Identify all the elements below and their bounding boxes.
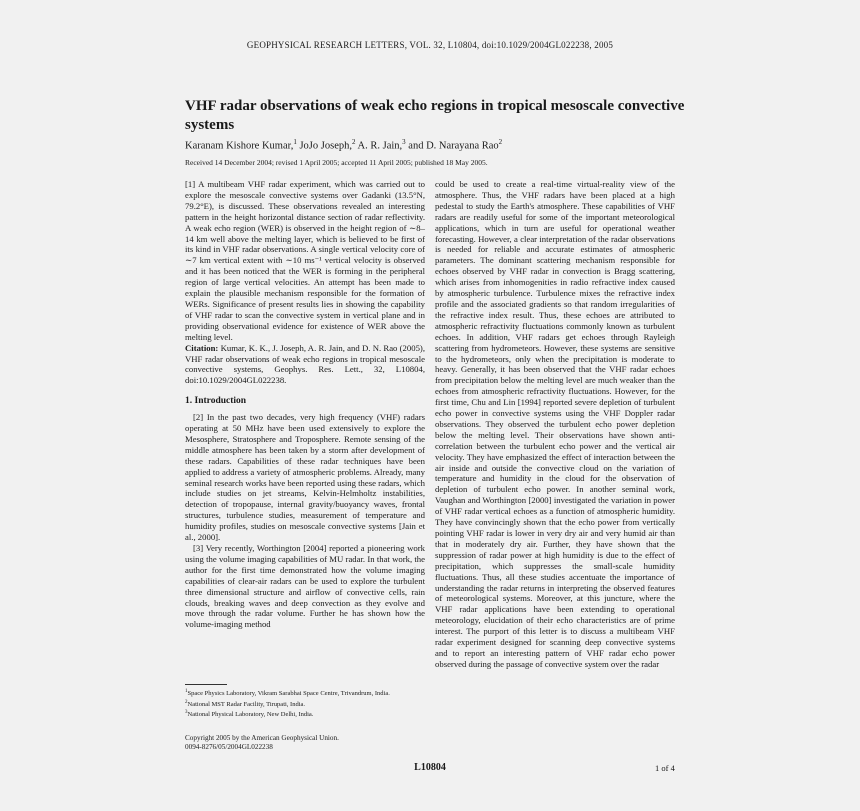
article-title: VHF radar observations of weak echo regions in tropical mesoscale convective systems: [185, 98, 685, 133]
copyright-line: Copyright 2005 by the American Geophysical Union.: [185, 734, 339, 742]
intro-paragraph-2: [185, 412, 425, 543]
issn-line: 0094-8276/05/2004GL022238: [185, 742, 273, 751]
left-column: [185, 179, 425, 630]
intro-paragraph-3-continued: could be used to create a real-time virtual-reality view of the atmosphere. Thus, the VHF radars have been placed at a high pedestal to study the Earth's atmosphere. These capabilities of VHF radars are readily useful for some of the important meteorological applications, which in turn are useful for operational weather forecasting. However, a clear interpretation of the radar observations is needed for reliable and accurate estimates of atmospheric parameters. The dominant scattering mechanism responsible for echoes observed by VHF radar in convection is Bragg scattering, which arises from inhomogenities in radio refractive index caused by atmospheric turbulence. Turbulence mixes the refractive index profile and the associated gradients so that random irregularities of the refractive index result. Thus, these echoes are attributed to atmospheric refractivity fluctuations commonly known as turbulent echoes. In addition, VHF radars get echoes through Rayleigh scattering from hydrometeors. However, these systems are sensitive to the hydrometeors, only when the precipitation is moderate to heavy. Generally, it has been observed that the VHF radar echoes from precipitation below the melting level are much weaker than the echoes from atmospheric refractivity fluctuations. However, for the first time, Chu and Lin [1994] reported severe depletion of turbulent echo power in convective systems using the VHF Doppler radar observations. They observed the turbulent echo power depletion below the melting level. Their observations have shown anti-correlation between the turbulent echo power and the vertical air velocity. They have emphasized the effect of interaction between the air inside and outside the convective cloud on the variation of temperature and humidity in the cloud for the observation of depletion of turbulent echo power. In another seminal work, Vaughan and Worthington [2000] investigated the variation in power of VHF radar vertical echoes as a function of atmospheric humidity. They have convincingly shown that the echo power from vertically pointing VHF radar is lower in very dry air and very humid air than that in moderately dry air. Further, they have shown that the suppression of radar power at high humidity is due to the effect of precipitation, which suppresses the small-scale humidity fluctuations. Thus, all these studies accentuate the importance of understanding the radar returns in interpreting the observed features of meteorological systems. Moreover, at this juncture, where the VHF radar applications have been extending to operational meteorology, elucidation of their echo characteristics are of prime interest. The purport of this letter is to discuss a multibeam VHF radar experiment designed for scanning deep convective systems and to report an interesting pattern of VHF radar echo power observed during the passage of convective system over the radar: [435, 179, 675, 669]
citation-label: Citation:: [185, 342, 219, 353]
publication-dates: Received 14 December 2004; revised 1 April 2005; accepted 11 April 2005; published 18 May 2005.: [185, 158, 488, 167]
copyright-notice: [185, 734, 339, 751]
author-list: [185, 138, 502, 152]
author-affiliation-mark: 3: [402, 138, 406, 146]
abstract: [185, 179, 425, 343]
footnote: $^3$National Physical Laboratory, New Delhi, India.: [185, 710, 314, 719]
paragraph-text: In the past two decades, very high frequency (VHF) radars operating at 50 MHz have been used extensively to explore the Mesosphere, Stratosphere and Troposphere. Remote sensing of the middle atmosphere has been taken by a storm after development of these radars. Capabilities of these radar techniques have been applied to address a variety of atmospheric problems. Already, many seminal research works have been reported using these radars, which include studies on jet streams, Kelvin-Helmholtz instabilities, detection of tropopause, internal gravity/buoyancy waves, frontal structures, turbulence studies, measurement of temperature and humidity profiles, studies on mesoscale convective systems [Jain et al., 2000].: [185, 412, 425, 543]
citation-text: Kumar, K. K., J. Joseph, A. R. Jain, and D. N. Rao (2005), VHF radar observations of weak echo regions in tropical mesoscale convective systems, Geophys. Res. Lett., 32, L10804, doi:10.1029/2004GL022238.: [185, 342, 425, 386]
paragraph-marker: [1]: [185, 179, 196, 189]
abstract-text: A multibeam VHF radar experiment, which was carried out to explore the mesoscale convective systems over Gadanki (13.5°N, 79.2°E), is discussed. These observations revealed an interesting pattern in the height horizontal distance section of radar reflectivity. A weak echo region (WER) is observed in the height region of ∼8–14 km well above the melting layer, which is believed to be first of its kind in VHF radar observations. A single vertical velocity core of ∼7 km vertical extent with ∼10 ms⁻¹ vertical velocity is observed and it has been noticed that the WER is forming in the peripheral region of large vertical velocities. An attempt has been made to explain the plausible mechanism responsible for the formation of WERs. Significance of present results lies in showing the capability of VHF radar to scan the convective system in vertical plane and in providing observational evidence for existence of WER above the melting level.: [185, 179, 425, 342]
page-count: 1 of 4: [655, 763, 675, 773]
footnotes: [185, 684, 425, 720]
intro-paragraph-3: [185, 543, 425, 630]
footnote: $^2$National MST Radar Facility, Tirupati, India.: [185, 699, 306, 708]
author-name: A. R. Jain,: [355, 140, 403, 152]
author-affiliation-mark: 2: [351, 138, 356, 146]
journal-header: GEOPHYSICAL RESEARCH LETTERS, VOL. 32, L10804, doi:10.1029/2004GL022238, 2005: [246, 40, 614, 50]
author-affiliation-mark: 1: [293, 138, 297, 146]
citation: [185, 343, 425, 387]
paragraph-marker: [2]: [193, 412, 204, 423]
author-name: Karanam Kishore Kumar,: [185, 140, 294, 152]
author-affiliation-mark: 2: [498, 138, 503, 146]
author-name: JoJo Joseph,: [296, 140, 352, 152]
footnote: $^1$Space Physics Laboratory, Vikram Sarabhai Space Centre, Trivandrum, India.: [185, 689, 390, 698]
paragraph-marker: [3]: [193, 543, 204, 553]
paragraph-text: Very recently, Worthington [2004] reported a pioneering work using the volume imaging capabilities of MU radar. In that work, the author for the first time demonstrated how the volume imaging capabilities of clear-air radars can be used to explore the turbulent three dimensional structure and airflow of convective cells, rain clouds, breaking waves and deep convection as they evolve and move through the radar volume. Further he has shown how the volume-imaging method: [185, 543, 426, 630]
footnote-divider: [185, 684, 227, 685]
author-name: and D. Narayana Rao: [405, 140, 499, 152]
section-heading-introduction: 1. Introduction: [185, 396, 247, 407]
right-column: [435, 179, 675, 670]
article-id-footer: L10804: [414, 762, 446, 773]
